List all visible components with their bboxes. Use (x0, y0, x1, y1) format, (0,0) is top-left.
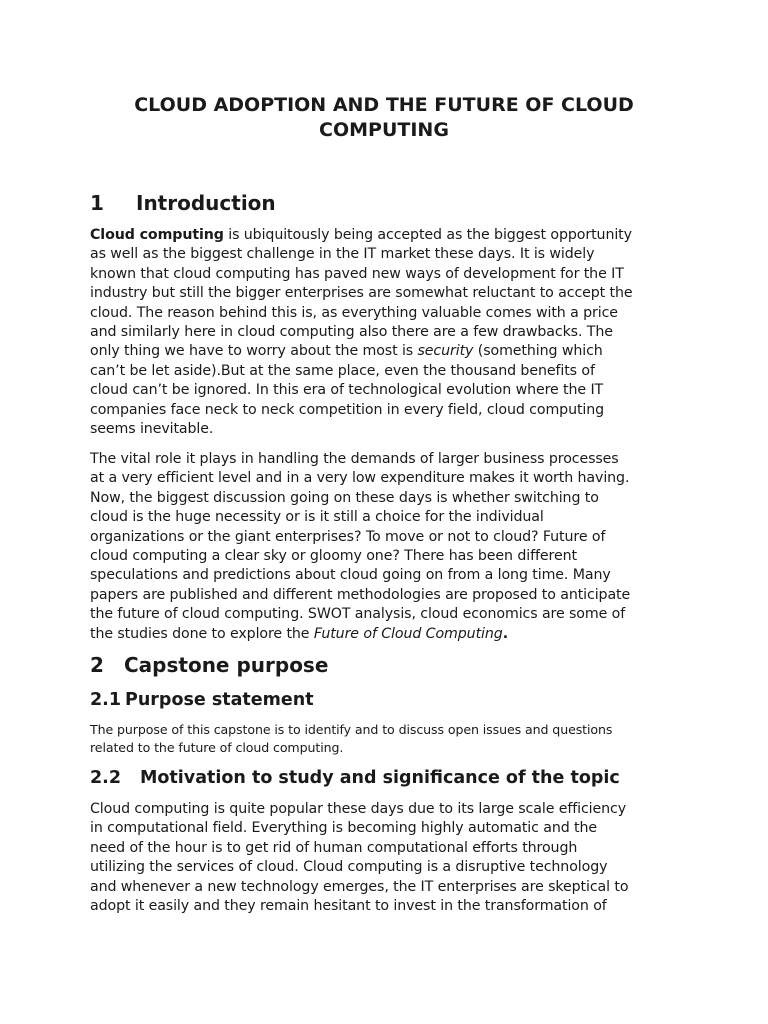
text-line: organizations or the giant enterprises? To move or not to cloud? Future of (90, 528, 606, 545)
intro-paragraph-2 (90, 450, 690, 644)
text-line: The purpose of this capstone is to identify and to discuss open issues and questions (90, 722, 613, 737)
text-line: papers are published and different methodologies are proposed to anticipate (90, 586, 631, 603)
intro-paragraph-1 (90, 226, 690, 439)
text-line: industry but still the bigger enterprises are somewhat reluctant to accept the (90, 285, 633, 302)
subsection-2-2-title: Motivation to study and significance of the topic (140, 768, 620, 788)
italic-term: security (417, 343, 474, 360)
section-2-heading (90, 652, 328, 678)
text-line: speculations and predictions about cloud going on from a long time. Many (90, 567, 611, 584)
text-line: and similarly here in cloud computing also there are a few drawbacks. The (90, 324, 613, 341)
document-title (90, 93, 678, 143)
section-2-title: Capstone purpose (124, 653, 329, 677)
motivation-paragraph (90, 800, 690, 916)
text-line: as well as the biggest challenge in the IT market these days. It is widely (90, 246, 595, 263)
text-line: cloud computing a clear sky or gloomy one? There has been different (90, 548, 577, 565)
text-line: the future of cloud computing. SWOT analysis, cloud economics are some of (90, 606, 626, 623)
text-line: in computational field. Everything is becoming highly automatic and the (90, 820, 598, 837)
text-line: Cloud computing is ubiquitously being accepted as the biggest opportunity (90, 227, 632, 243)
text-line: Cloud computing is quite popular these days due to its large scale efficiency (90, 801, 627, 817)
text-line: utilizing the services of cloud. Cloud computing is a disruptive technology (90, 859, 608, 876)
subsection-2-1-number: 2.1 (90, 690, 122, 710)
title-line-2: COMPUTING (319, 119, 449, 141)
text-line: cloud. The reason behind this is, as everything valuable comes with a price (90, 304, 618, 321)
text-line: at a very efficient level and in a very low expenditure makes it worth having. (90, 470, 630, 487)
title-line-1: CLOUD ADOPTION AND THE FUTURE OF CLOUD (134, 94, 634, 116)
section-1-title: Introduction (136, 191, 276, 215)
text-line: seems inevitable. (90, 421, 214, 438)
subsection-2-1-title: Purpose statement (125, 690, 314, 710)
subsection-2-2-number: 2.2 (90, 768, 122, 788)
text-line: adopt it easily and they remain hesitant to invest in the transformation of (90, 898, 607, 915)
text-line: The vital role it plays in handling the demands of larger business processes (90, 451, 619, 467)
text-line: need of the hour is to get rid of human computational efforts through (90, 839, 578, 856)
bold-term: Cloud computing (90, 227, 224, 243)
section-1-heading (90, 190, 276, 216)
text-line: can’t be let aside).But at the same place, even the thousand benefits of (90, 362, 595, 379)
section-1-number: 1 (90, 191, 104, 215)
section-2-number: 2 (90, 653, 104, 677)
subsection-2-2-heading (90, 766, 620, 790)
text-line: companies face neck to neck competition in every field, cloud computing (90, 401, 605, 418)
text-line: related to the future of cloud computing. (90, 740, 344, 755)
purpose-paragraph (90, 721, 690, 757)
italic-term: Future of Cloud Computing (313, 625, 503, 642)
text-line: the studies done to explore the Future of Cloud Computing. (90, 625, 508, 642)
subsection-2-1-heading (90, 688, 314, 712)
text-line: known that cloud computing has paved new ways of development for the IT (90, 265, 624, 282)
text-line: cloud is the huge necessity or is it still a choice for the individual (90, 509, 544, 526)
text-line: and whenever a new technology emerges, the IT enterprises are skeptical to (90, 878, 629, 895)
text-line: cloud can’t be ignored. In this era of technological evolution where the IT (90, 382, 604, 399)
text-line: Now, the biggest discussion going on these days is whether switching to (90, 489, 599, 506)
text-line: only thing we have to worry about the most is security (something which (90, 343, 603, 360)
